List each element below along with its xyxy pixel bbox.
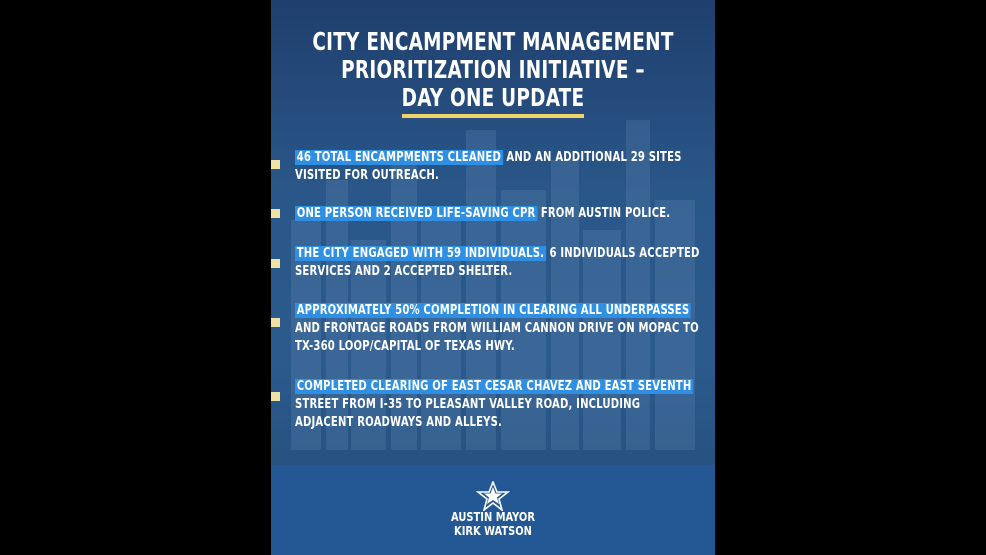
bullet-text-line: VISITED FOR OUTREACH.	[295, 168, 439, 183]
bullet-square-icon	[271, 209, 280, 218]
bullet-square-icon	[271, 259, 280, 268]
bullet-text-line: SERVICES AND 2 ACCEPTED SHELTER.	[295, 264, 513, 279]
bullet-text-rest: FROM AUSTIN POLICE.	[537, 206, 671, 221]
mayor-logo-text	[298, 510, 689, 538]
mayor-title: AUSTIN MAYOR	[451, 509, 535, 524]
title-line-2: PRIORITIZATION INITIATIVE –	[341, 55, 645, 84]
highlighted-text: APPROXIMATELY 50% COMPLETION IN CLEARING ALL UNDERPASSES	[296, 303, 690, 318]
mayor-name: KIRK WATSON	[454, 523, 532, 538]
bullet-text-line: TX-360 LOOP/CAPITAL OF TEXAS HWY.	[295, 339, 515, 354]
star-icon	[476, 481, 510, 511]
highlighted-text: ONE PERSON RECEIVED LIFE-SAVING CPR	[296, 206, 536, 221]
update-card	[271, 0, 715, 555]
highlighted-text: THE CITY ENGAGED WITH 59 INDIVIDUALS.	[296, 246, 545, 261]
bullet-text	[295, 205, 671, 223]
bullet-text-line: AND FRONTAGE ROADS FROM WILLIAM CANNON DRIVE ON MOPAC TO	[295, 321, 699, 336]
bullet-square-icon	[271, 392, 280, 401]
title-line-1: CITY ENCAMPMENT MANAGEMENT	[312, 27, 674, 56]
bullet-text-rest: AND AN ADDITIONAL 29 SITES	[502, 150, 682, 165]
bullet-text-rest: 6 INDIVIDUALS ACCEPTED	[545, 246, 700, 261]
title-line-3-underlined: DAY ONE UPDATE	[402, 84, 585, 118]
bullet-square-icon	[271, 318, 280, 327]
highlighted-text: COMPLETED CLEARING OF EAST CESAR CHAVEZ AND EAST SEVENTH	[296, 379, 692, 394]
page-title	[311, 28, 675, 118]
bullet-text	[295, 302, 699, 356]
bullet-square-icon	[271, 160, 280, 169]
bullet-text-line: ADJACENT ROADWAYS AND ALLEYS.	[295, 415, 503, 430]
highlighted-text: 46 TOTAL ENCAMPMENTS CLEANED	[296, 150, 501, 165]
bullet-text	[295, 149, 682, 185]
bullet-text-line: STREET FROM I-35 TO PLEASANT VALLEY ROAD, INCLUDING	[295, 397, 641, 412]
bullet-text	[295, 245, 700, 281]
bullet-text	[295, 378, 692, 432]
